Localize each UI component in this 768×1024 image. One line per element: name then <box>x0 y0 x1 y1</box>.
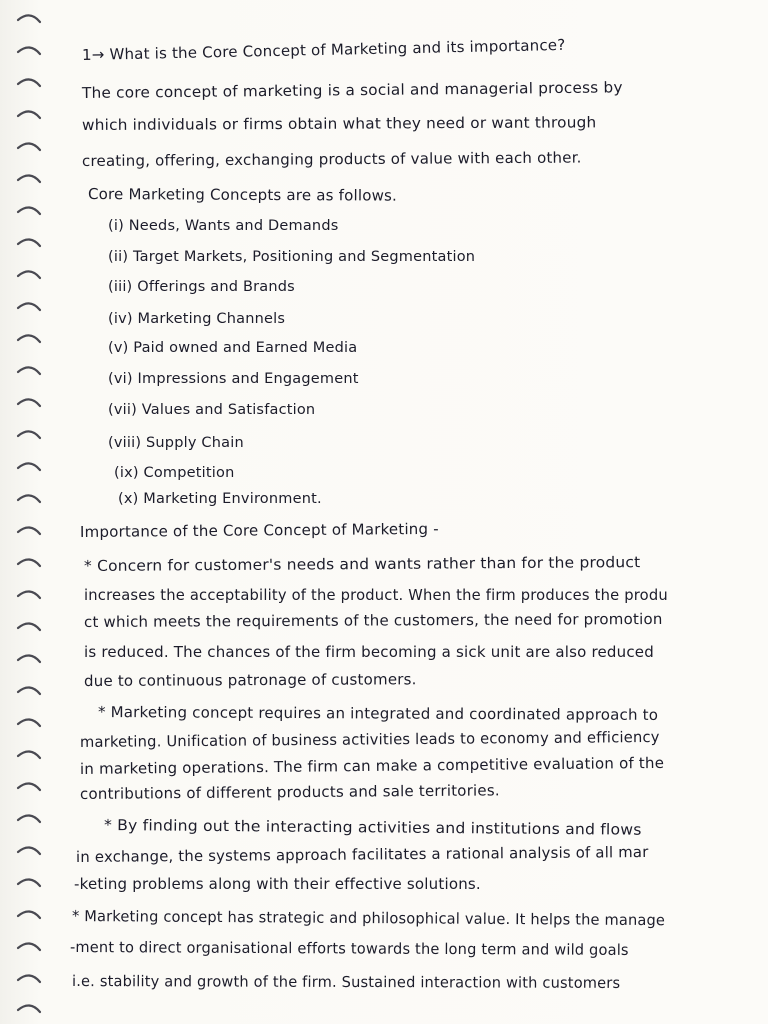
concept-item: (ii) Target Markets, Positioning and Segmentation <box>108 249 476 265</box>
importance-point-line: due to continuous patronage of customers. <box>83 670 417 690</box>
question-heading: 1→ What is the Core Concept of Marketing and its importance? <box>81 35 566 64</box>
importance-point-line: in marketing operations. The firm can make a competitive evaluation of the <box>79 753 665 778</box>
importance-point-line: ct which meets the requirements of the customers, the need for promotion <box>83 609 663 631</box>
spiral-binding <box>14 8 48 1018</box>
importance-heading: Importance of the Core Concept of Marketing - <box>79 519 439 541</box>
definition-line: creating, offering, exchanging products of value with each other. <box>81 148 582 170</box>
importance-point-line: * Marketing concept requires an integrated and coordinated approach to <box>97 703 659 724</box>
importance-point-line: * Concern for customer's needs and wants rather than for the product <box>83 553 641 575</box>
importance-point-line: * Marketing concept has strategic and philosophical value. It helps the manage <box>71 907 666 930</box>
importance-point-line: contributions of different products and sale territories. <box>79 781 500 803</box>
importance-point-line: i.e. stability and growth of the firm. Sustained interaction with customers <box>71 972 621 992</box>
concept-item: (i) Needs, Wants and Demands <box>108 218 339 234</box>
importance-point-line: is reduced. The chances of the firm becoming a sick unit are also reduced <box>84 643 654 661</box>
concept-item: (vi) Impressions and Engagement <box>108 371 359 387</box>
concept-item: (ix) Competition <box>114 465 235 481</box>
list-intro: Core Marketing Concepts are as follows. <box>87 185 398 205</box>
definition-line: The core concept of marketing is a social and managerial process by <box>81 78 623 102</box>
importance-point-line: -ment to direct organisational efforts towards the long term and wild goals <box>69 938 629 959</box>
importance-point-line: in exchange, the systems approach facilitates a rational analysis of all mar <box>75 843 649 866</box>
importance-point-line: increases the acceptability of the product. When the firm produces the produ <box>84 586 668 604</box>
concept-item: (vii) Values and Satisfaction <box>108 402 316 418</box>
definition-line: which individuals or firms obtain what they need or want through <box>81 113 597 134</box>
importance-point-line: marketing. Unification of business activities leads to economy and efficiency <box>79 727 660 751</box>
concept-item: (x) Marketing Environment. <box>118 491 322 507</box>
concept-item: (v) Paid owned and Earned Media <box>108 340 358 356</box>
importance-point-line: * By finding out the interacting activities and institutions and flows <box>103 816 642 839</box>
concept-item: (iii) Offerings and Brands <box>108 279 295 295</box>
concept-item: (viii) Supply Chain <box>108 435 244 451</box>
importance-point-line: -keting problems along with their effective solutions. <box>74 875 481 893</box>
concept-item: (iv) Marketing Channels <box>108 311 286 327</box>
